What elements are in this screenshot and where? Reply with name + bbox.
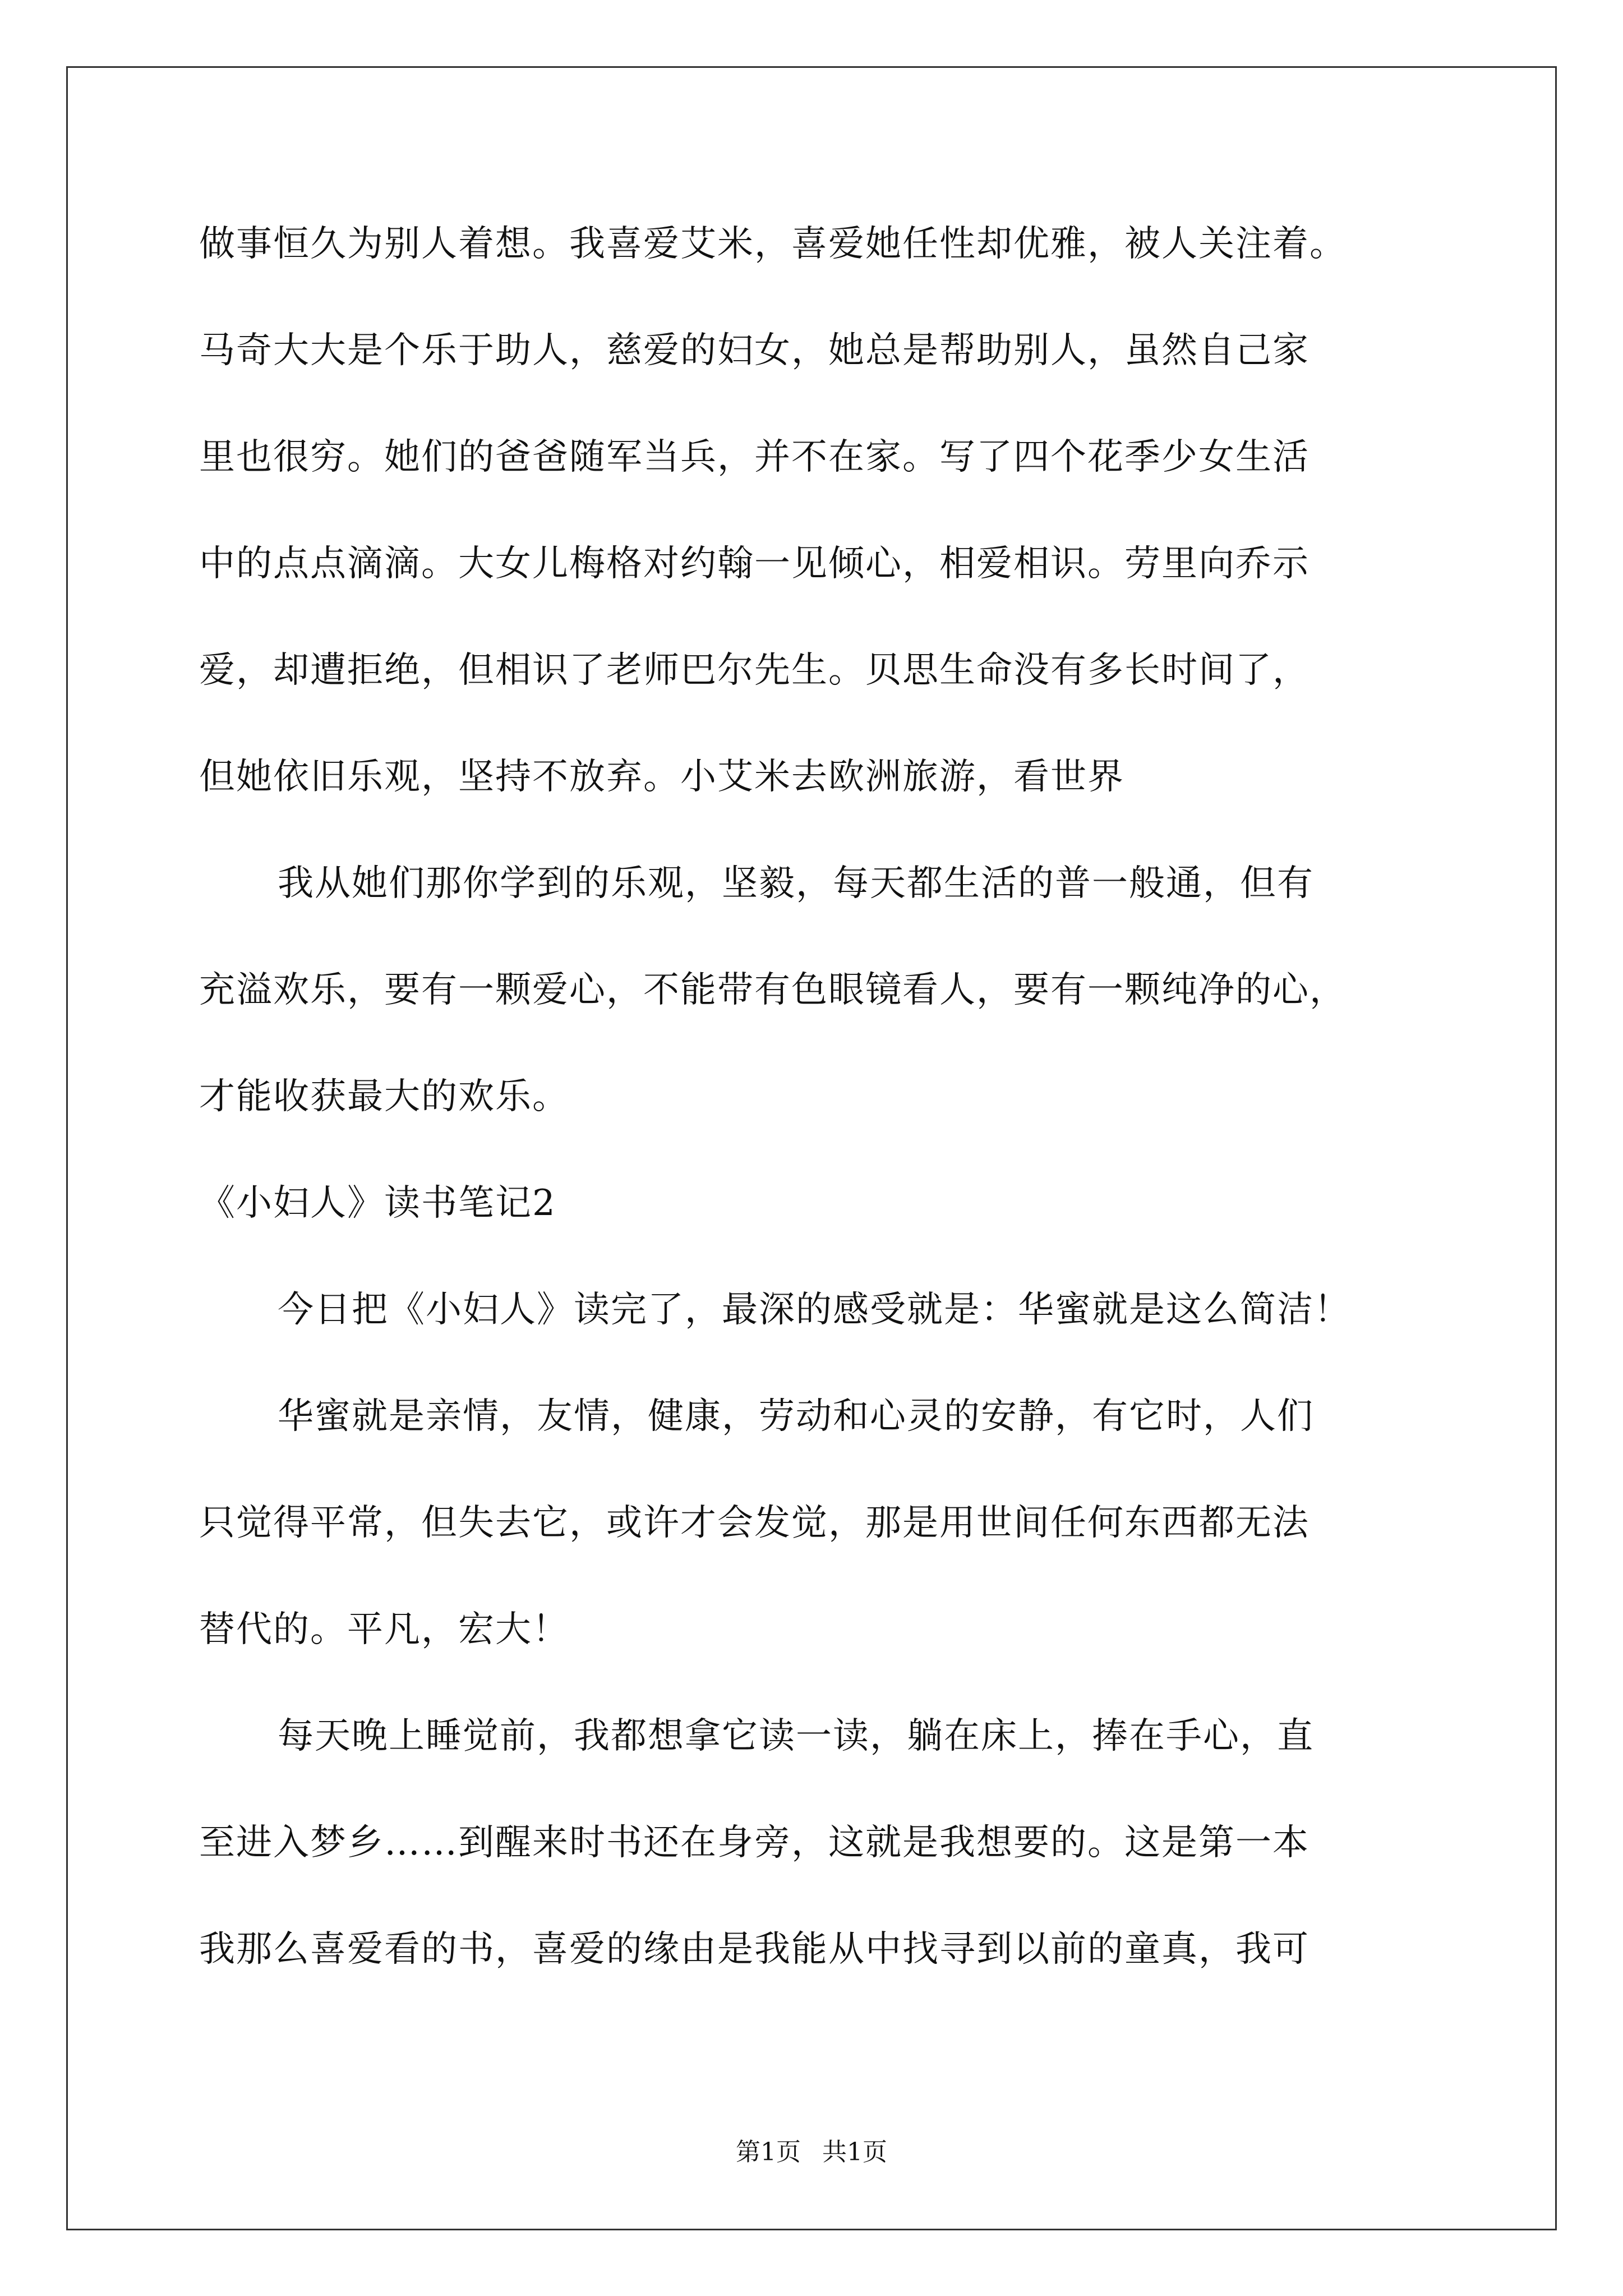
text-line: 但她依旧乐观，坚持不放弃。小艾米去欧洲旅游，看世界 [199, 756, 1124, 798]
paragraph-first-line: 每天晚上睡觉前，我都想拿它读一读，躺在床上，捧在手心，直 [278, 1715, 1314, 1757]
text-line: 做事恒久为别人着想。我喜爱艾米，喜爱她任性却优雅，被人关注着。 [199, 223, 1347, 265]
text-line: 我那么喜爱看的书，喜爱的缘由是我能从中找寻到以前的童真，我可 [199, 1929, 1310, 1970]
text-line: 至进入梦乡……到醒来时书还在身旁，这就是我想要的。这是第一本 [199, 1822, 1310, 1864]
text-line: 里也很穷。她们的爸爸随军当兵，并不在家。写了四个花季少女生活 [199, 436, 1310, 478]
text-line: 中的点点滴滴。大女儿梅格对约翰一见倾心，相爱相识。劳里向乔示 [199, 543, 1310, 585]
paragraph-first-line: 华蜜就是亲情，友情，健康，劳动和心灵的安静，有它时，人们 [278, 1396, 1314, 1437]
text-line: 爱，却遭拒绝，但相识了老师巴尔先生。贝思生命没有多长时间了， [199, 650, 1310, 691]
paragraph-first-line: 我从她们那你学到的乐观，坚毅，每天都生活的普一般通，但有 [278, 863, 1314, 904]
page-number-current: 第1页 [736, 2138, 801, 2166]
paragraph-first-line: 今日把《小妇人》读完了，最深的感受就是：华蜜就是这么简洁！ [278, 1289, 1351, 1331]
section-heading: 《小妇人》读书笔记2 [199, 1182, 556, 1224]
text-line: 只觉得平常，但失去它，或许才会发觉，那是用世间任何东西都无法 [199, 1502, 1310, 1544]
text-line: 马奇大大是个乐于助人，慈爱的妇女，她总是帮助别人，虽然自己家 [199, 330, 1310, 371]
text-line: 才能收获最大的欢乐。 [199, 1076, 569, 1117]
document-body [199, 191, 1433, 2003]
text-line: 替代的。平凡，宏大！ [199, 1609, 569, 1650]
page-number-total: 共1页 [822, 2138, 887, 2166]
page-footer [0, 2132, 1623, 2168]
text-line: 充溢欢乐，要有一颗爱心，不能带有色眼镜看人，要有一颗纯净的心， [199, 969, 1347, 1011]
